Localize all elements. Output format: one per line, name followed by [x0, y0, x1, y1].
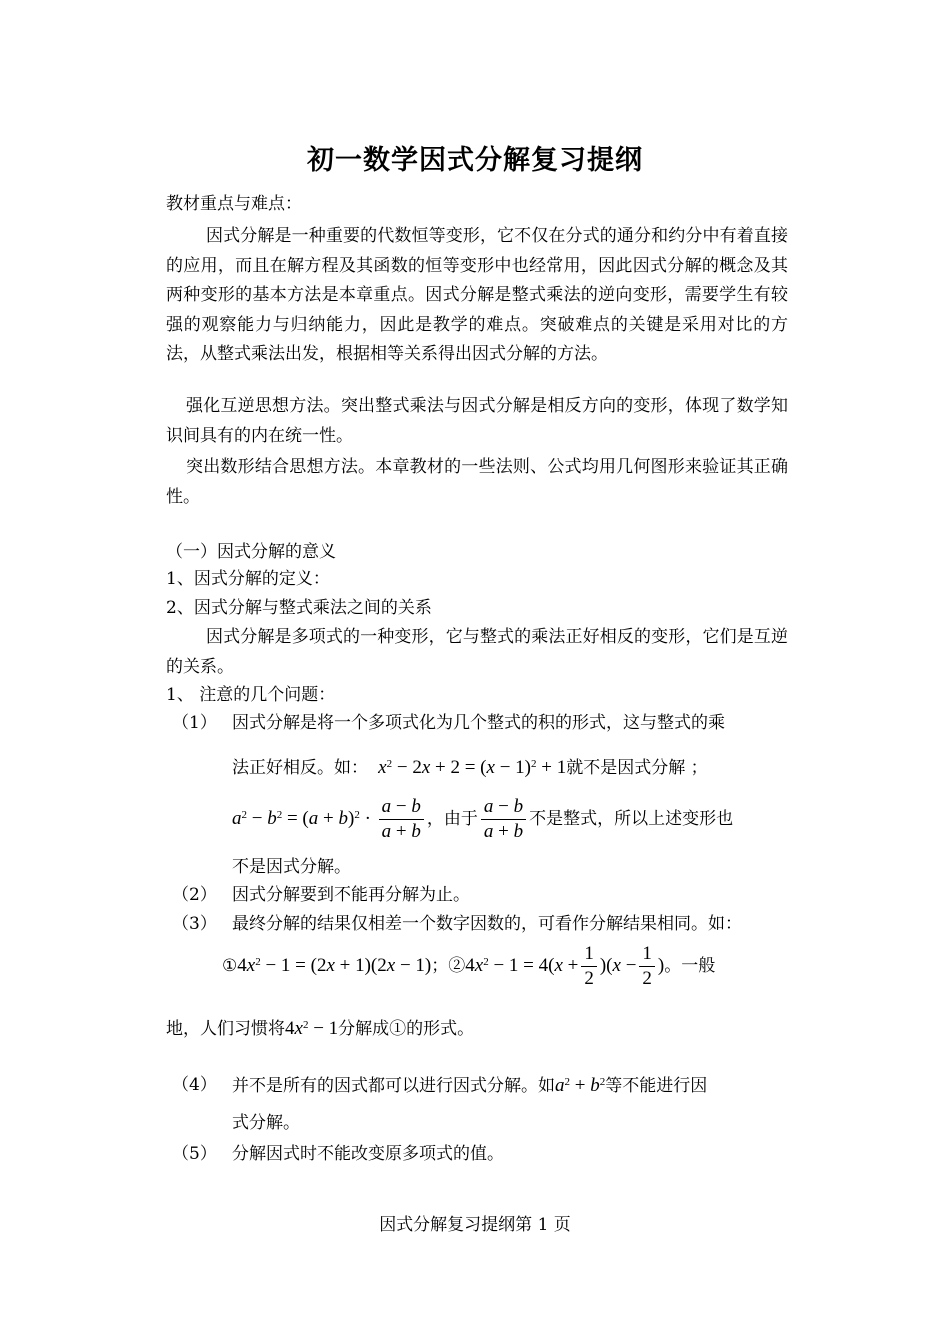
- item-text-part: ，由于: [426, 808, 478, 829]
- notes-heading: 1、 注意的几个问题：: [166, 685, 336, 705]
- item-text-part: 不是整式，所以上述变形也: [529, 808, 734, 829]
- item-text-part: 法正好相反。如：: [232, 758, 368, 778]
- formula: $4x^2 - 1$: [285, 1018, 339, 1039]
- item-number: （4）: [172, 1075, 217, 1095]
- fraction: $\frac{1}{2}$: [639, 942, 655, 991]
- item-text: 最终分解的结果仅相差一个数字因数的，可看作分解结果相同。如：: [232, 914, 742, 934]
- page-title: 初一数学因式分解复习提纲: [307, 145, 643, 176]
- item-text-part: 等不能进行因: [605, 1076, 708, 1096]
- fraction: $\frac{a - b}{a + b}$: [481, 795, 526, 844]
- section-heading: （一）因式分解的意义: [166, 542, 336, 562]
- formula: $x^2 - 2x + 2 = (x - 1)^2 + 1$: [373, 757, 567, 778]
- item-text: 因式分解是将一个多项式化为几个整式的积的形式，这与整式的乘: [232, 713, 725, 733]
- formula: $a^2 - b^2 = (a + b)^2$ · $\frac{a - b}{a + b}$: [232, 808, 427, 829]
- item-text-part: 分解成①的形式。: [338, 1019, 475, 1039]
- intro-heading: 教材重点与难点：: [166, 194, 302, 214]
- item-text-part: 。一般: [664, 955, 716, 976]
- item-text: [232, 795, 788, 844]
- item-text-part: 地，人们习惯将: [166, 1019, 285, 1039]
- item-number: （2）: [172, 885, 217, 905]
- definition-heading: 1、因式分解的定义：: [166, 569, 330, 589]
- item-text-part: 并不是所有的因式都可以进行因式分解。如: [232, 1076, 555, 1096]
- formula: $4x^2 - 1 = 4(x$ + $\frac{1}{2}$ )(x − $\frac{1}{2}$ ): [465, 943, 665, 989]
- item-text: 式分解。: [232, 1113, 300, 1133]
- intro-paragraph-3: 突出数形结合思想方法。本章教材的一些法则、公式均用几何图形来验证其正确性。: [166, 457, 788, 507]
- item-text: [232, 1070, 788, 1098]
- fraction: $\frac{a - b}{a + b}$: [379, 795, 424, 844]
- intro-paragraph-2: 强化互逆思想方法。突出整式乘法与因式分解是相反方向的变形，体现了数学知识间具有的内在统一性。: [166, 396, 788, 446]
- formula: $4x^2 - 1 = (2x + 1)(2x - 1)$: [237, 954, 432, 976]
- relation-heading: 2、因式分解与整式乘法之间的关系: [166, 598, 432, 618]
- relation-paragraph: 因式分解是多项式的一种变形，它与整式的乘法正好相反的变形，它们是互逆的关系。: [166, 627, 788, 677]
- item-text: [232, 752, 788, 780]
- item-text: 不是因式分解。: [232, 857, 351, 877]
- formula: $a^2 + b^2$: [555, 1075, 606, 1096]
- item-text-part: 就不是因式分解 ；: [566, 758, 708, 778]
- circled-number: ②: [448, 955, 466, 976]
- item-number: （1）: [172, 713, 217, 733]
- item-number: （3）: [172, 914, 217, 934]
- intro-paragraph-1: 因式分解是一种重要的代数恒等变形，它不仅在分式的通分和约分中有着直接的应用，而且在解方程及其函数的恒等变形中也经常用，因此因式分解的概念及其两种变形的基本方法是本章重点。因式分解是整式乘法的逆向变形，需要学生有较强的观察能力与归纳能力，因此是教学的难点。突破难点的关键是采用对比的方法，从整式乘法出发，根据相等关系得出因式分解的方法。: [166, 226, 788, 364]
- formula: [478, 796, 529, 842]
- item-text: 因式分解要到不能再分解为止。: [232, 885, 470, 905]
- item-text: [166, 1013, 474, 1041]
- item-text: 分解因式时不能改变原多项式的值。: [232, 1144, 504, 1164]
- item-number: （5）: [172, 1144, 217, 1164]
- fraction: $\frac{1}{2}$: [581, 942, 597, 991]
- item-text: [222, 942, 792, 991]
- separator: ；: [431, 955, 449, 976]
- page-footer: 因式分解复习提纲第 1 页: [379, 1215, 571, 1235]
- circled-number: ①: [222, 955, 238, 976]
